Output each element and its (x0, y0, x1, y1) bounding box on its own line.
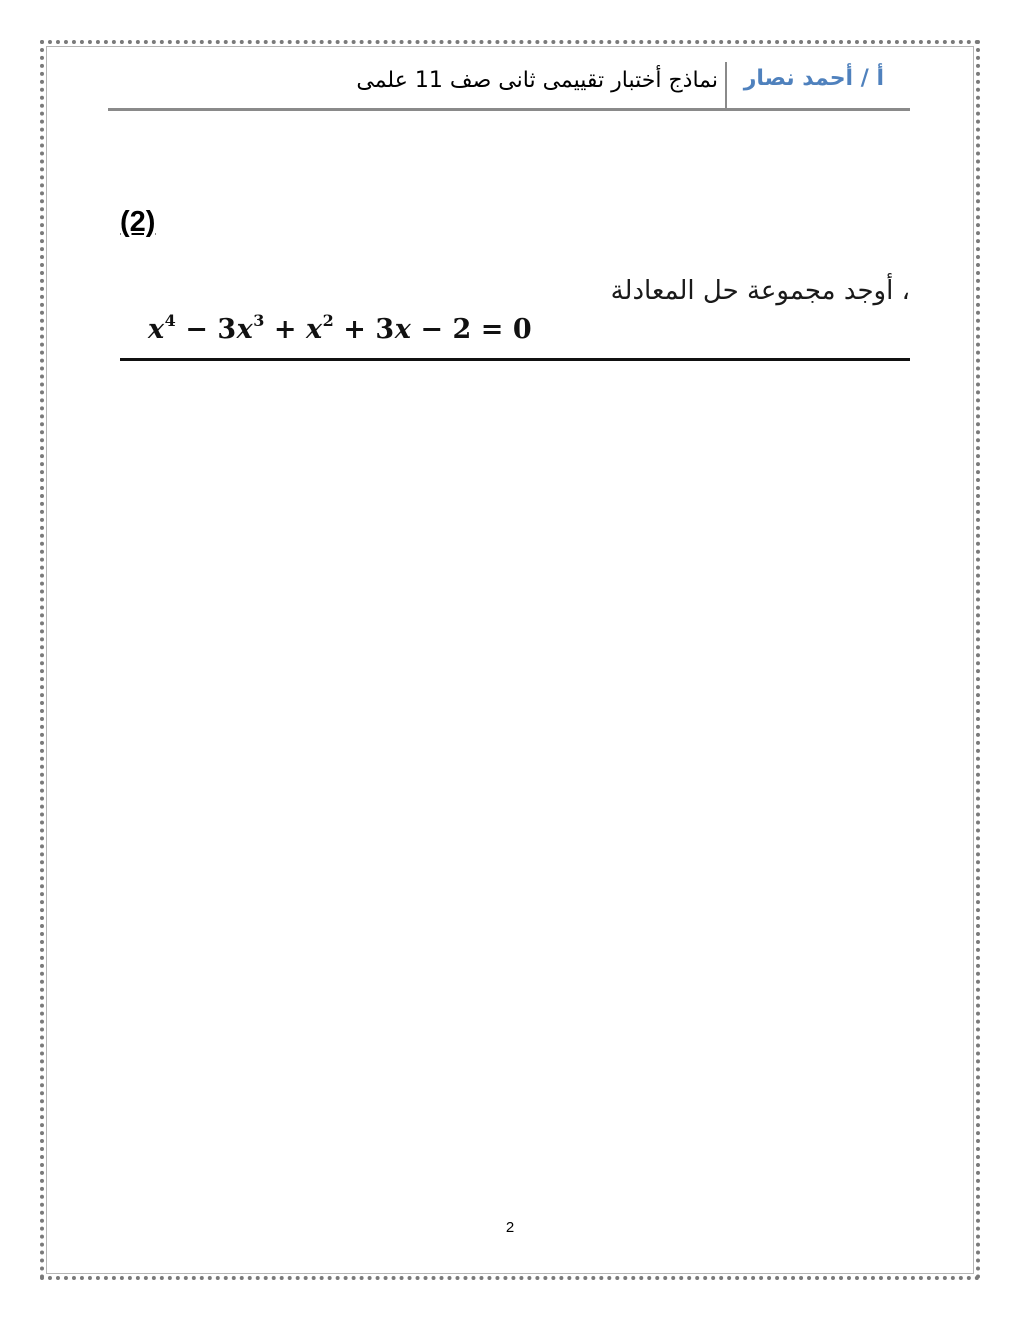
page-border (40, 40, 980, 1280)
eq-operator: + (343, 314, 367, 345)
page-header (108, 62, 910, 111)
eq-var: x (394, 314, 412, 345)
eq-var: x (236, 314, 254, 345)
header-divider (725, 62, 727, 108)
eq-var: x (148, 314, 165, 345)
eq-coef: 3 (217, 314, 237, 345)
header-author: أ / أحمد نصار (743, 66, 884, 91)
eq-coef: 3 (375, 314, 395, 345)
eq-operator: − (420, 314, 444, 345)
eq-constant: 2 (452, 314, 472, 345)
eq-exp: 2 (322, 311, 335, 330)
eq-operator: + (273, 314, 298, 345)
header-title: نماذج أختبار تقييمى ثانى صف 11 علمى (356, 68, 718, 93)
eq-var: x (306, 314, 323, 345)
question-text: ، أوجد مجموعة حل المعادلة (610, 276, 910, 306)
question-box (120, 268, 910, 361)
eq-rhs: 0 (512, 314, 533, 345)
question-number: (2) (120, 206, 156, 238)
equation (148, 311, 533, 345)
eq-operator: − (185, 314, 209, 345)
eq-equals: = (480, 314, 504, 345)
eq-exp: 3 (253, 311, 265, 330)
page-number: 2 (505, 1219, 515, 1236)
eq-exp: 4 (164, 311, 177, 330)
